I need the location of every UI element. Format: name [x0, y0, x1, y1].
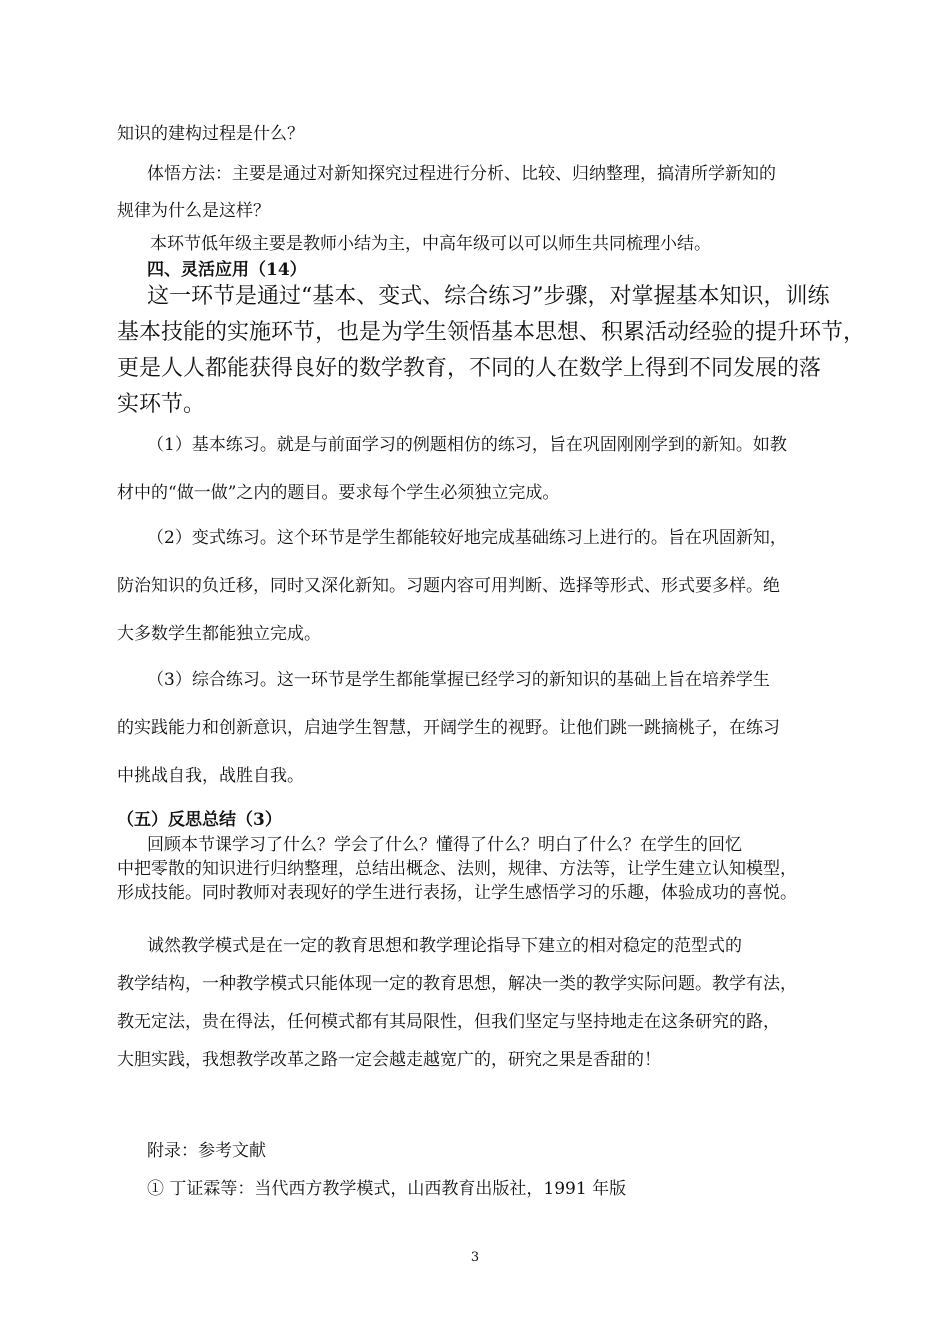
text-line: 本环节低年级主要是教师小结为主，中高年级可以可以师生共同梳理小结。 [150, 234, 711, 254]
text-line: 诚然教学模式是在一定的教育思想和教学理论指导下建立的相对稳定的范型式的 [147, 936, 742, 956]
reference-item: ① 丁证霖等：当代西方教学模式，山西教育出版社，1991 年版 [147, 1179, 627, 1199]
text-line: 大胆实践，我想教学改革之路一定会越走越宽广的，研究之果是香甜的！ [117, 1050, 661, 1070]
text-line: 材中的“做一做”之内的题目。要求每个学生必须独立完成。 [117, 483, 560, 503]
text-line: （1）基本练习。就是与前面学习的例题相仿的练习，旨在巩固刚刚学到的新知。如教 [147, 435, 787, 455]
text-line: 这一环节是通过“基本、变式、综合练习”步骤，对掌握基本知识，训练 [147, 284, 830, 309]
text-line: 教无定法，贵在得法，任何模式都有其局限性，但我们坚定与坚持地走在这条研究的路， [117, 1012, 780, 1032]
text-line: 形成技能。同时教师对表现好的学生进行表扬，让学生感悟学习的乐趣，体验成功的喜悦。 [117, 883, 797, 903]
text-line: 的实践能力和创新意识，启迪学生智慧，开阔学生的视野。让他们跳一跳摘桃子，在练习 [117, 718, 780, 738]
text-line: 基本技能的实施环节，也是为学生领悟基本思想、积累活动经验的提升环节， [117, 320, 866, 345]
text-line: 实环节。 [117, 392, 206, 417]
text-line: （2）变式练习。这个环节是学生都能较好地完成基础练习上进行的。旨在巩固新知， [147, 528, 787, 548]
text-line: 大多数学生都能独立完成。 [117, 624, 321, 644]
page-number: 3 [470, 1250, 480, 1265]
appendix-heading: 附录：参考文献 [147, 1141, 266, 1161]
text-line: 体悟方法：主要是通过对新知探究过程进行分析、比较、归纳整理，搞清所学新知的 [147, 164, 776, 184]
text-line: 教学结构，一种教学模式只能体现一定的教育思想，解决一类的教学实际问题。教学有法， [117, 974, 797, 994]
text-line: 防治知识的负迁移，同时又深化新知。习题内容可用判断、选择等形式、形式要多样。绝 [117, 576, 780, 596]
text-line: 知识的建构过程是什么？ [117, 124, 304, 144]
text-line: 中挑战自我，战胜自我。 [117, 766, 304, 786]
text-line: 回顾本节课学习了什么？学会了什么？懂得了什么？明白了什么？在学生的回忆 [147, 835, 742, 855]
text-line: 更是人人都能获得良好的数学教育，不同的人在数学上得到不同发展的落 [117, 356, 822, 381]
text-line: 中把零散的知识进行归纳整理，总结出概念、法则，规律、方法等，让学生建立认知模型， [117, 859, 797, 879]
section-heading: （五）反思总结（3） [117, 810, 282, 830]
section-heading: 四、灵活应用（14） [147, 260, 307, 280]
text-line: （3）综合练习。这一环节是学生都能掌握已经学习的新知识的基础上旨在培养学生 [147, 670, 770, 690]
text-line: 规律为什么是这样？ [117, 201, 270, 221]
